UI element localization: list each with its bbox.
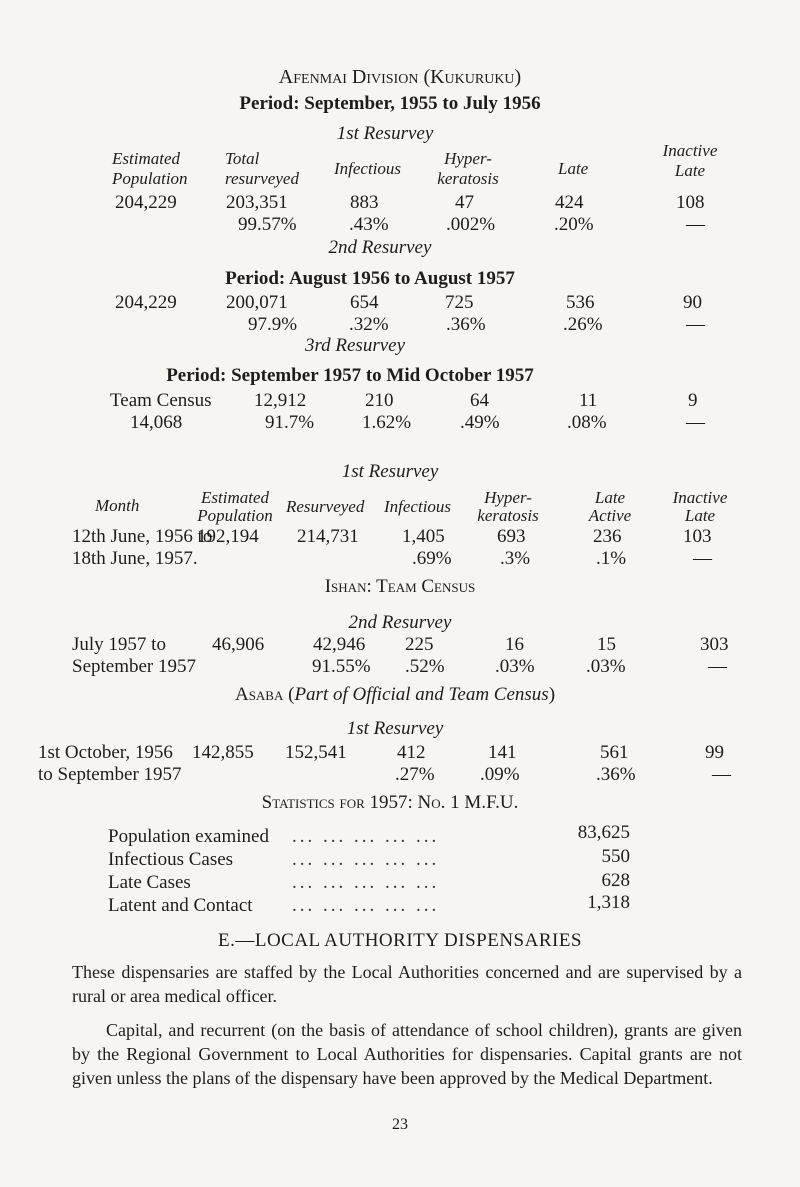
s1-row2-total-pct: 97.9% (248, 314, 298, 335)
resurvey-heading-3: 3rd Resurvey (304, 335, 406, 356)
ishan-heading: Ishan: Team Census (324, 576, 476, 597)
s1-row2-infectious: 654 (350, 292, 379, 313)
s2-row3-inactive-pct: — (712, 764, 731, 785)
section-e-heading: E.—LOCAL AUTHORITY DISPENSARIES (217, 930, 582, 951)
s1-row3-infectious: 210 (365, 390, 394, 411)
s2-row3-late: 561 (600, 742, 629, 763)
s1-row3-inactive-pct: — (686, 412, 705, 433)
s2-row1-resurveyed: 214,731 (297, 526, 359, 547)
stat-leader-3: ... ... ... ... ... (292, 895, 440, 916)
s2-row2-infectious-pct: .52% (405, 656, 445, 677)
division-title: Afenmai Division (Kukuruku) (278, 66, 522, 88)
col-header-est-pop-1: Estimated (112, 149, 180, 168)
s2-col-header-hyper-1: Hyper- (484, 488, 532, 507)
s2-row1-inactive: 103 (683, 526, 712, 547)
stat-value-2: 628 (601, 870, 630, 891)
stat-leader-0: ... ... ... ... ... (292, 826, 440, 847)
s1-row1-late: 424 (555, 192, 584, 213)
s2-resurvey-heading-3: 1st Resurvey (346, 718, 444, 739)
s1-row2-inactive-pct: — (686, 314, 705, 335)
stat-value-1: 550 (601, 846, 630, 867)
s2-row2-late-pct: .03% (586, 656, 626, 677)
s2-row2-resurveyed-pct: 91.55% (312, 656, 371, 677)
s1-row1-late-pct: .20% (554, 214, 594, 235)
asaba-heading-b: Part of Official and Team Census (294, 684, 549, 705)
s1-row3-label-2: 14,068 (130, 412, 183, 433)
col-header-hyper-1: Hyper- (444, 149, 492, 168)
s1-row1-total-pct: 99.57% (238, 214, 297, 235)
s2-col-header-hyper-2: keratosis (477, 506, 539, 525)
stat-label-2: Late Cases (108, 872, 191, 893)
s1-row2-infectious-pct: .32% (349, 314, 389, 335)
s2-row2-resurveyed: 42,946 (313, 634, 366, 655)
s1-row1-pop: 204,229 (115, 192, 177, 213)
s2-row3-resurveyed: 152,541 (285, 742, 347, 763)
s1-row1-total: 203,351 (226, 192, 288, 213)
col-header-total-2: resurveyed (225, 169, 299, 188)
s2-row1-hyper: 693 (497, 526, 526, 547)
s2-col-header-late-1: Late (594, 488, 626, 507)
period-heading-2: Period: August 1956 to August 1957 (225, 268, 515, 289)
s2-row3-late-pct: .36% (596, 764, 636, 785)
s2-row3-pop: 142,855 (192, 742, 254, 763)
statistics-heading: Statistics for 1957: No. 1 M.F.U. (261, 792, 519, 813)
stat-leader-2: ... ... ... ... ... (292, 872, 440, 893)
s2-col-header-late-2: Active (588, 506, 632, 525)
s2-row3-month-1: 1st October, 1956 (38, 742, 173, 763)
s1-row3-label: Team Census (110, 390, 212, 411)
col-header-late: Late (558, 159, 589, 178)
period-heading-3: Period: September 1957 to Mid October 1957 (166, 365, 534, 386)
s1-row2-hyper-pct: .36% (446, 314, 486, 335)
section-e-paragraph-2: Capital, and recurrent (on the basis of attendance of school children), grants are given by the Regional Government to Local Authorities for dispensaries. Capital grants are not given unless the plans of the dispensary have been approved by the Medical Department. (72, 1020, 742, 1088)
s2-row2-month-1: July 1957 to (72, 634, 166, 655)
stat-label-1: Infectious Cases (108, 849, 234, 870)
s2-row3-infectious: 412 (397, 742, 426, 763)
asaba-heading (0, 684, 790, 706)
s1-row2-pop: 204,229 (115, 292, 177, 313)
col-header-inactive-2: Late (674, 161, 706, 180)
s1-row3-total-pct: 91.7% (265, 412, 315, 433)
s1-row1-infectious-pct: .43% (349, 214, 389, 235)
col-header-inactive-1: Inactive (662, 141, 718, 160)
s1-row3-total: 12,912 (254, 390, 307, 411)
s2-row1-month-1: 12th June, 1956 to (72, 526, 213, 547)
s2-col-header-infectious: Infectious (384, 497, 452, 516)
s2-row1-late-pct: .1% (596, 548, 627, 569)
s2-row1-pop: 192,194 (197, 526, 259, 547)
stat-label-0: Population examined (108, 826, 269, 847)
page-number: 23 (392, 1116, 408, 1133)
stat-leader-1: ... ... ... ... ... (292, 849, 440, 870)
s2-row1-hyper-pct: .3% (500, 548, 531, 569)
s2-col-header-resurveyed: Resurveyed (286, 497, 365, 516)
s2-row1-late: 236 (593, 526, 622, 547)
s2-row2-inactive: 303 (700, 634, 729, 655)
s2-resurvey-heading-1: 1st Resurvey (341, 461, 439, 482)
s1-row3-hyper: 64 (470, 390, 489, 411)
s2-row1-inactive-pct: — (693, 548, 712, 569)
s2-row1-month-2: 18th June, 1957. (72, 548, 198, 569)
asaba-heading-a: Asaba ( (234, 684, 295, 705)
stat-value-3: 1,318 (587, 892, 630, 913)
col-header-hyper-2: keratosis (437, 169, 499, 188)
s2-col-header-inactive-2: Late (684, 506, 716, 525)
s2-col-header-month: Month (95, 496, 140, 515)
s1-row1-infectious: 883 (350, 192, 379, 213)
resurvey-heading-1: 1st Resurvey (336, 123, 434, 144)
s1-row3-hyper-pct: .49% (460, 412, 500, 433)
s1-row2-inactive: 90 (683, 292, 702, 313)
asaba-heading-c: ) (548, 684, 556, 705)
s1-row1-inactive: 108 (676, 192, 705, 213)
s1-row1-hyper-pct: .002% (446, 214, 496, 235)
s2-resurvey-heading-2: 2nd Resurvey (348, 612, 452, 633)
col-header-total-1: Total (225, 149, 260, 168)
stat-value-0: 83,625 (577, 822, 630, 843)
s2-row1-infectious: 1,405 (402, 526, 445, 547)
s1-row2-late-pct: .26% (563, 314, 603, 335)
col-header-est-pop-2: Population (112, 169, 188, 188)
s1-row2-total: 200,071 (226, 292, 288, 313)
col-header-infectious: Infectious (334, 159, 402, 178)
s2-row2-hyper: 16 (505, 634, 524, 655)
s1-row2-hyper: 725 (445, 292, 474, 313)
s2-row2-month-2: September 1957 (72, 656, 197, 677)
s2-row2-inactive-pct: — (708, 656, 727, 677)
s2-row2-infectious: 225 (405, 634, 434, 655)
s2-col-header-est-pop-2: Population (197, 506, 273, 525)
s2-row3-hyper-pct: .09% (480, 764, 520, 785)
s2-row2-late: 15 (597, 634, 616, 655)
s1-row1-hyper: 47 (455, 192, 474, 213)
s2-col-header-est-pop-1: Estimated (201, 488, 269, 507)
resurvey-heading-2: 2nd Resurvey (328, 237, 432, 258)
s1-row2-late: 536 (566, 292, 595, 313)
s1-row3-infectious-pct: 1.62% (362, 412, 412, 433)
s2-col-header-inactive-1: Inactive (672, 488, 728, 507)
s1-row3-late: 11 (579, 390, 598, 411)
s1-row3-late-pct: .08% (567, 412, 607, 433)
s2-row2-hyper-pct: .03% (495, 656, 535, 677)
s2-row3-infectious-pct: .27% (395, 764, 435, 785)
s1-row3-inactive: 9 (688, 390, 698, 411)
s1-row1-inactive-pct: — (686, 214, 705, 235)
s2-row1-infectious-pct: .69% (412, 548, 452, 569)
s2-row3-hyper: 141 (488, 742, 517, 763)
s2-row2-pop: 46,906 (212, 634, 265, 655)
stat-label-3: Latent and Contact (108, 895, 253, 916)
period-heading-1: Period: September, 1955 to July 1956 (239, 93, 541, 114)
section-e-paragraph-1: These dispensaries are staffed by the Local Authorities concerned and are supervised by a rural or area medical officer. (72, 962, 742, 1006)
s2-row3-inactive: 99 (705, 742, 724, 763)
s2-row3-month-2: to September 1957 (38, 764, 182, 785)
